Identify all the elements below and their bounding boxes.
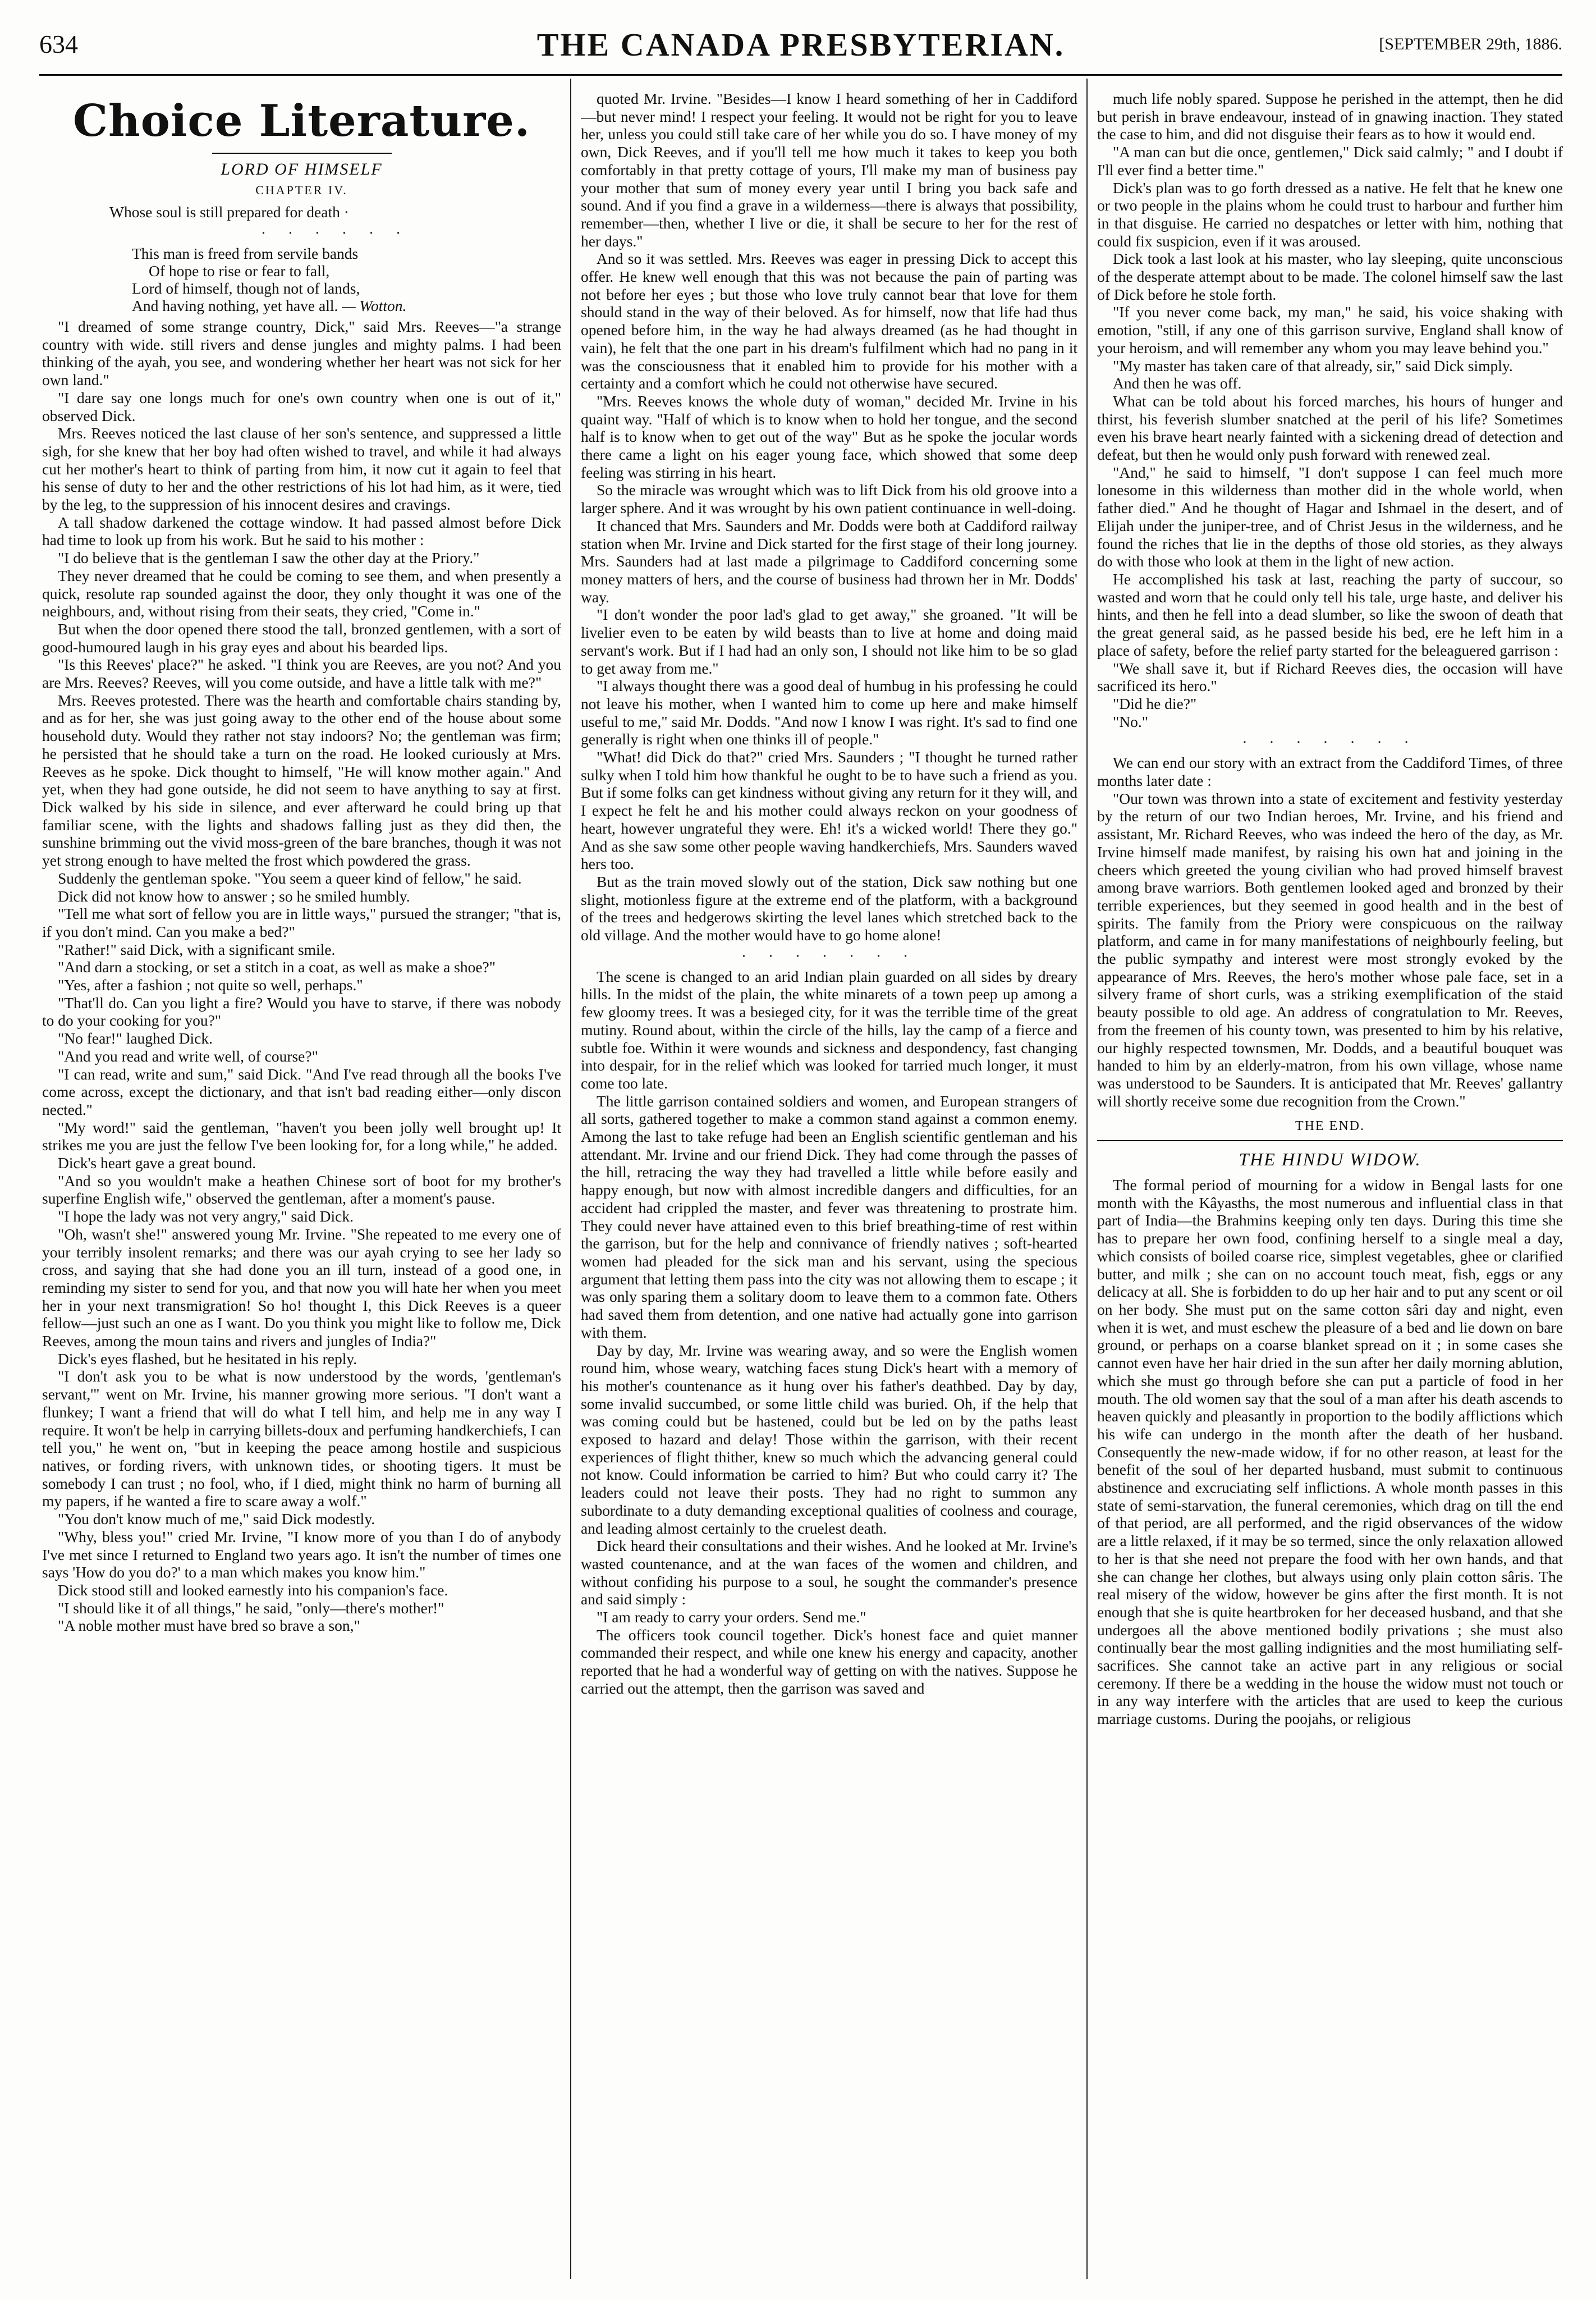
paragraph: "I should like it of all things," he said, "only—there's mother!": [58, 1599, 444, 1617]
paragraph: The little garrison contained soldiers and women, and European strangers of all sorts, gathered together to make a common stand against a common enemy. Among the last to take refuge had been an English scientific gentleman and his attendant. Mr. Irvine and our friend Dick. They had come through the passes of the hill, retracing the way they had travelled a little while before easily and happy enough, but now with almost incredible dangers and difficulties, for an accident had crippled the master, and fever was threatening to prostrate him. They could never have attained even to this brief breathing-time of rest within the garrison, but for the help and connivance of friendly natives ; soft-hearted women had pleaded for the sick man and his servant, using the specious argument that letting them pass into the city was not allowing them to escape ; it was only sparing them a solitary doom to leave them to a common fate. Others had saved them from detention, and one native had actually gone into garrison with them.: [581, 1092, 1077, 1341]
column-3: [1097, 90, 1563, 2268]
paragraph: Dick stood still and looked earnestly into his companion's face.: [58, 1581, 448, 1599]
section-heading: Choice Literature.: [72, 95, 531, 147]
paragraph: much life nobly spared. Suppose he perished in the attempt, then he did but perish in brave endeavour, instead of in gnawing inaction. They stated the case to him, and did not disguise their fears as to how it would end.: [1097, 90, 1563, 143]
page-header: [39, 22, 1562, 67]
paragraph: "I do believe that is the gentleman I saw the other day at the Priory.": [58, 549, 480, 567]
heading-rule: [212, 153, 392, 154]
paragraph: Day by day, Mr. Irvine was wearing away, and so were the English women round him, whose weary, watching faces stung Dick's heart with a memory of his mother's countenance as it hung over his father's deathbed. Day by day, some invalid succumbed, or some little child was buried. Oh, if the help that was coming could but be hastened, could but be led on by the paths least exposed to hazard and delay! Those within the garrison, with their recent experiences of flight thither, knew so much which the advancing general could not know. Could information be carried to him? But who could carry it? The leaders could not leave their posts. They had no right to summon any subordinate to a duty demanding exceptional qualities of coolness and courage, and leading almost certainly to the cruelest death.: [581, 1341, 1077, 1537]
epigraph-line: Whose soul is still prepared for death ·: [109, 203, 349, 221]
paragraph: The officers took council together. Dick's honest face and quiet manner commanded their respect, and while one knew his energy and capacity, another reported that he had a wonderful way of getting on with the natives. Suppose he carried out the attempt, then the garrison was saved and: [581, 1626, 1077, 1697]
paragraph: "A man can but die once, gentlemen," Dick said calmly; " and I doubt if I'll ever find a better time.": [1097, 143, 1563, 179]
paragraph: "My master has taken care of that already, sir," said Dick simply.: [1113, 356, 1513, 374]
paragraph: "If you never come back, my man," he said, his voice shaking with emotion, "still, if any one of this garrison survive, England shall know of your heroism, and will remember any whom you may leave behind you.": [1097, 303, 1563, 356]
paragraph: Dick's eyes flashed, but he hesitated in his reply.: [58, 1350, 357, 1367]
paragraph: "Tell me what sort of fellow you are in little ways," pursued the stranger; "that is, if you don't mind. Can you make a bed?": [42, 905, 561, 940]
epigraph-attribution: — Wotton.: [342, 297, 407, 314]
epigraph: [109, 203, 561, 314]
hindu-widow-body: [1097, 1176, 1563, 1728]
column-2: [581, 90, 1077, 2268]
paragraph: Dick did not know how to answer ; so he smiled humbly.: [58, 887, 410, 905]
paragraph: Dick took a last look at his master, who lay sleeping, quite unconscious of the desperate attempt about to be made. The colonel himself saw the last of Dick before he stole forth.: [1097, 250, 1563, 303]
article-title: THE HINDU WIDOW.: [1239, 1149, 1421, 1170]
paragraph: Suddenly the gentleman spoke. "You seem a queer kind of fellow," he said.: [58, 869, 522, 887]
paragraph: "You don't know much of me," said Dick modestly.: [58, 1510, 375, 1528]
paragraph: Dick heard their consultations and their wishes. And he looked at Mr. Irvine's wasted countenance, and at the wan faces of the women and children, and without confiding his purpose to a soul, he sought the commander's presence and said simply :: [581, 1537, 1077, 1608]
paragraph: "I am ready to carry your orders. Send me.": [597, 1608, 866, 1626]
paragraph: The formal period of mourning for a widow in Bengal lasts for one month with the Kâyasths, the most numerous and influential class in that part of India—the Brahmins keeping only ten days. During this time she has to prepare her own food, confining herself to a single meal a day, which consists of boiled coarse rice, simplest vegetables, ghee or clarified butter, and milk ; she can on no account touch meat, fish, eggs or any delicacy at all. She is forbidden to do up her hair and to put any scent or oil on her body. She must put on the same cotton sâri day and night, even when it is wet, and must eschew the pleasure of a bed and lie down on bare ground, or perhaps on a coarse blanket spread on it ; in some cases she cannot even have her hair dried in the sun after her daily morning ablution, which she must go through before she can put a particle of food in her mouth. The old women say that the soul of a man after his death ascends to heaven quickly and pleasantly in proportion to the bodily afflictions which his wife can undergo in the month after the death of her husband. Consequently the new-made widow, if for no other reason, at least for the benefit of the soul of her departed husband, must submit to continuous abstinence and excruciating self inflictions. A whole month passes in this state of semi-starvation, the funeral ceremonies, which drag on till the end of that period, are all performed, and the rigid observances of the widow are a little relaxed, if it may be so termed, since the only relaxation allowed to her is that she need not prepare the food with her own hands, and that she can change her clothes, but always using only plain cotton sâris. The real misery of the widow, however be gins after the first month. It is not enough that she is quite heartbroken for her deceased husband, and that she undergoes all the above mentioned bodily privations ; she must also continually bear the most galling indignities and the most humiliating self-sacrifices. She cannot take an active part in any religious or social ceremony. If there be a wedding in the house the widow must not touch or in any way interfere with the articles that are used to keep the curious marriage customs. During the poojahs, or religious: [1097, 1176, 1563, 1728]
paragraph: "Rather!" said Dick, with a significant smile.: [58, 940, 336, 958]
paragraph: A tall shadow darkened the cottage window. It had passed almost before Dick had time to look up from his work. But he said to his mother :: [42, 513, 561, 549]
column-2-body: [581, 90, 1077, 1698]
column-3-story: [1097, 90, 1563, 730]
paragraph: "Yes, after a fashion ; not quite so well, perhaps.": [58, 976, 363, 994]
paragraph: What can be told about his forced marches, his hours of hunger and thirst, his feverish slumber snatched at the peril of his life? Sometimes even his brave heart nearly fainted with a sickening dread of detection and defeat, but then he would only push forward with renewed zeal.: [1097, 392, 1563, 464]
paragraph: Dick's heart gave a great bound.: [58, 1154, 256, 1172]
paragraph: "I can read, write and sum," said Dick. "And I've read through all the books I've come across, except the dictionary, and that isn't bad reading either—only discon nected.": [42, 1065, 561, 1118]
column-rule-2: [1086, 79, 1088, 2279]
paragraph: "Did he die?": [1113, 694, 1197, 712]
story-title: LORD OF HIMSELF: [221, 160, 383, 179]
paragraph: "No.": [1113, 712, 1148, 730]
epigraph-line: Of hope to rise or fear to fall,: [149, 262, 330, 280]
paragraph: We can end our story with an extract from the Caddiford Times, of three months later date :: [1097, 754, 1563, 790]
paragraph: "What! did Dick do that?" cried Mrs. Saunders ; "I thought he turned rather sulky when I told him how thankful he ought to be to have such a friend as you. But if some folks can get kindness without giving any return for it they will, and I expect he felt he and his mother could always reckon on your goodness of heart, however ungrateful they were. Eh! it's a wicked world! There they go." And as she saw some other people waving handkerchiefs, Mrs. Saunders waved hers too.: [581, 748, 1077, 873]
paragraph: "I don't wonder the poor lad's glad to get away," she groaned. "It will be livelier even to be eaten by wild beasts than to live at home and doing maid servant's work. But if I had had an only son, I should not like him to be so glad to get away from me.": [581, 606, 1077, 677]
paragraph: And then he was off.: [1113, 374, 1242, 392]
paragraph: But when the door opened there stood the tall, bronzed gentlemen, with a sort of good-humoured laugh in his gray eyes and about his bearded lips.: [42, 620, 561, 656]
paragraph: "Our town was thrown into a state of excitement and festivity yesterday by the return of our two Indian heroes, Mr. Irvine, and his friend and assistant, Mr. Richard Reeves, who was indeed the hero of the day, as Mr. Irvine himself made manifest, by raising his own hat and joining in the cheers which greeted the young civilian who had proved himself bravest among brave warriors. Both gentlemen looked aged and bronzed by their terrible experiences, but they seemed in good health and in the best of spirits. The family from the Priory were conspicuous on the railway platform, and came in for many manifestations of neighbourly feeling, but the public sympathy and interest were most strongly evoked by the appearance of Mrs. Reeves, the hero's mother whose pale face, set in a silvery frame of short curls, was a striking exemplification of the staid beauty possible to old age. An address of congratulation to Mr. Reeves, from the freemen of his county town, was presented to him by his relative, our highly respected townsmen, Mr. Dodds, and a beautiful bouquet was handed to him by an elderly-matron, from his own village, whose name was understood to be Saunders. It is anticipated that Mr. Reeves' gallantry will shortly receive some due recognition from the Crown.": [1097, 789, 1563, 1110]
issue-date: [SEPTEMBER 29th, 1886.: [1379, 35, 1562, 53]
paragraph: Mrs. Reeves protested. There was the hearth and comfortable chairs standing by, and as for her, she was just going away to the other end of the house about some household duty. Would they rather not stay indoors? No; the gentleman was firm; he persisted that he should take a turn on the road. He looked curiously at Mrs. Reeves as he spoke. Dick thought to himself, "He will know mother again." And yet, when they had gone outside, he did not seem to have anything to say at first. Dick walked by his side in silence, and ever afterward he could bring up that familiar scene, with the lights and shadows falling just as they did then, the sunshine brimming out the vivid moss-green of the bare branches, though it was not yet strong enough to have melted the frost which powdered the grass.: [42, 691, 561, 870]
the-end: THE END.: [1295, 1119, 1365, 1134]
epigraph-verse: And having nothing, yet have all.: [132, 297, 338, 314]
page-number: 634: [39, 30, 78, 58]
column-1: [42, 90, 561, 2268]
paragraph: "I dare say one longs much for one's own country when one is out of it," observed Dick.: [42, 388, 561, 424]
paragraph: And so it was settled. Mrs. Reeves was eager in pressing Dick to accept this offer. He knew well enough that this was not because the pain of parting was not before her eyes ; but those who love truly cannot bear that love for them should stand in the way of their beloved. As for himself, now that life had thus opened before him, in the way he had always dreamed (as he had thought in vain), he felt that the one part in his dream's fulfilment which had no pang in it was the consciousness that it enabled him to provide for his mother with a certainty and a comfort which he could not otherwise have secured.: [581, 250, 1077, 392]
paragraph: So the miracle was wrought which was to lift Dick from his old groove into a larger sphere. And it was wrought by his own patient continuance in well-doing.: [581, 481, 1077, 517]
paragraph: But as the train moved slowly out of the station, Dick saw nothing but one slight, motionless figure at the extreme end of the platform, with a background of the trees and hedgerows skirting the level lanes which stretched back to the old village. And the mother would have to go home alone!: [581, 872, 1077, 944]
epigraph-line: Lord of himself, though not of lands,: [132, 280, 360, 297]
paragraph: "And darn a stocking, or set a stitch in a coat, as well as make a shoe?": [58, 958, 496, 976]
masthead: THE CANADA PRESBYTERIAN.: [536, 26, 1065, 63]
paragraph: "And so you wouldn't make a heathen Chinese sort of boot for my brother's superfine English wife," observed the gentleman, after a moment's pause.: [42, 1172, 561, 1207]
ellipsis-dots: · · · · · · ·: [1242, 733, 1418, 751]
paragraph: "And," he said to himself, "I don't suppose I can feel much more lonesome in this wilderness than mother did in the whole world, when father died." And he thought of Hagar and Ishmael in the desert, and of Elijah under the juniper-tree, and of Christ Jesus in the wilderness, and he found the riches that lie in the depths of those old stories, as they always do with those who look at them in the light of new action.: [1097, 463, 1563, 570]
paragraph: The scene is changed to an arid Indian plain guarded on all sides by dreary hills. In the midst of the plain, the white minarets of a town peep up among a few gloomy trees. It was a besieged city, for it was the terrible time of the great mutiny. Round about, within the circle of the hills, lay the camp of a fierce and subtle foe. Within it were wounds and sickness and despondency, fast changing into despair, for in the relief which was looked for tarried much longer, it must come too late.: [581, 967, 1077, 1092]
epigraph-line: [109, 297, 561, 314]
paragraph: Dick's plan was to go forth dressed as a native. He felt that he knew one or two people in the plains whom he could trust to harbour and further him in that disguise. He carried no despatches or letter with him, nothing that could fix suspicion, even if it was aroused.: [1097, 179, 1563, 250]
chapter-number: CHAPTER IV.: [255, 183, 348, 197]
paragraph: "I hope the lady was not very angry," said Dick.: [58, 1207, 354, 1225]
paragraph: Mrs. Reeves noticed the last clause of her son's sentence, and suppressed a little sigh, for she knew that her boy had often wished to travel, and while it had always cut her mother's heart to think of parting from him, it now cut it again to feel that his sense of duty to her and the other restrictions of his lot had him, as it were, tied by the leg, to the suppression of his innocent desires and cravings.: [42, 424, 561, 514]
paragraph: quoted Mr. Irvine. "Besides—I know I heard something of her in Caddiford—but never mind! I respect your feeling. It would not be right for you to leave her, unless you could still take care of her while you do so. I have money of my own, Dick Reeves, and if you'll tell me how much it takes to keep you both comfortably in that pretty cottage of yours, I'll make my man of business pay your mother that sum of money every year until I bring you back safe and sound. And if you find a grave in a wilderness—there is always that possibility, remember—then, whether I live or die, it shall be secure to her for the rest of her days.": [581, 90, 1077, 250]
article-separator: [1097, 1140, 1563, 1141]
paragraph: "A noble mother must have bred so brave a son,": [58, 1617, 360, 1635]
paragraph: "We shall save it, but if Richard Reeves dies, the occasion will have sacrificed its hero.": [1097, 659, 1563, 695]
paragraph: "And you read and write well, of course?": [58, 1047, 318, 1065]
paragraph: "My word!" said the gentleman, "haven't you been jolly well brought up! It strikes me you are just the fellow I've been looking for, for a long while," he added.: [42, 1118, 561, 1154]
ellipsis-dots: · · · · · ·: [260, 224, 410, 241]
paragraph: "Oh, wasn't she!" answered young Mr. Irvine. "She repeated to me every one of your terribly insolent remarks; and there was our ayah crying to see her lady so cross, and saying that she had done you an ill turn, instead of a good one, in reminding my sister to send for you, and that now you will hate her when you meet her in your next transmigration! So ho! thought I, this Dick Reeves is a queer fellow—just such an one as I want. Do you think you might like to follow me, Dick Reeves, among the moun tains and rivers and jungles of India?": [42, 1225, 561, 1350]
header-rule: [39, 74, 1562, 76]
paragraph: "That'll do. Can you light a fire? Would you have to starve, if there was nobody to do your cooking for you?": [42, 994, 561, 1030]
paragraph: He accomplished his task at last, reaching the party of succour, so wasted and worn that he could only tell his tale, urge haste, and deliver his hints, and then he fell into a dead slumber, so like the swoon of death that the great general said, as he passed beside his bed, ere he left him in a place of safety, before the relief party started for the beleaguered garrison :: [1097, 570, 1563, 659]
paragraph: "No fear!" laughed Dick.: [58, 1030, 213, 1047]
paragraph: "I always thought there was a good deal of humbug in his professing he could not leave his mother, when I wanted him to come up here and make himself useful to me," said Mr. Dodds. "And now I know I was right. It's sad to find one generally is right when one thinks ill of people.": [581, 677, 1077, 748]
paragraph: "I dreamed of some strange country, Dick," said Mrs. Reeves—"a strange country with wide. still rivers and dense jungles and mighty palms. I had been thinking of the ayah, you see, and wondering whether her heart was not sick for her own land.": [42, 318, 561, 389]
paragraph: "Is this Reeves' place?" he asked. "I think you are Reeves, are you not? And you are Mrs. Reeves? Reeves, will you come outside, and have a little talk with me?": [42, 656, 561, 692]
column-1-body: [42, 318, 561, 1635]
epigraph-line: This man is freed from servile bands: [132, 245, 359, 262]
paragraph: "Why, bless you!" cried Mr. Irvine, "I know more of you than I do of anybody I've met since I returned to England two years ago. It isn't the number of times one says 'How do you do?' to a man which makes you know him.": [42, 1527, 561, 1581]
paragraph: "Mrs. Reeves knows the whole duty of woman," decided Mr. Irvine in his quaint way. "Half of which is to know when to hold her tongue, and the second half is to know when to get out of the way" But as he spoke the jocular words there came a light on his eager young face, which showed that some deep feeling was stirring in his heart.: [581, 392, 1077, 481]
column-3-extract: [1097, 754, 1563, 1110]
paragraph: They never dreamed that he could be coming to see them, and when presently a quick, resolute rap sounded against the door, they only thought it was one of the neighbours, and, without rising from their seats, they cried, "Come in.": [42, 566, 561, 620]
paragraph: It chanced that Mrs. Saunders and Mr. Dodds were both at Caddiford railway station when Mr. Irvine and Dick started for the first stage of their long journey. Mrs. Saunders had at last made a pilgrimage to Caddiford concerning some money matters of hers, and the course of business had thrown her in Mr. Dodds' way.: [581, 516, 1077, 606]
column-rule-1: [570, 79, 571, 2279]
paragraph: "I don't ask you to be what is now understood by the words, 'gentleman's servant,'" went on Mr. Irvine, his manner growing more serious. "I don't want a flunkey; I want a friend that will do what I tell him, and help me in any way I require. It won't be help in carrying billets-doux and perfuming handkerchiefs, I can tell you," he went on, "but in keeping the peace among hostile and suspicious natives, or fording rivers, with unknown tides, or shooting tigers. It must be somebody I can trust ; no fool, who, if I died, might think no harm of burning all my papers, if he wanted a fire to scare away a wolf.": [42, 1367, 561, 1510]
ellipsis-dots: · · · · · · ·: [741, 946, 918, 964]
